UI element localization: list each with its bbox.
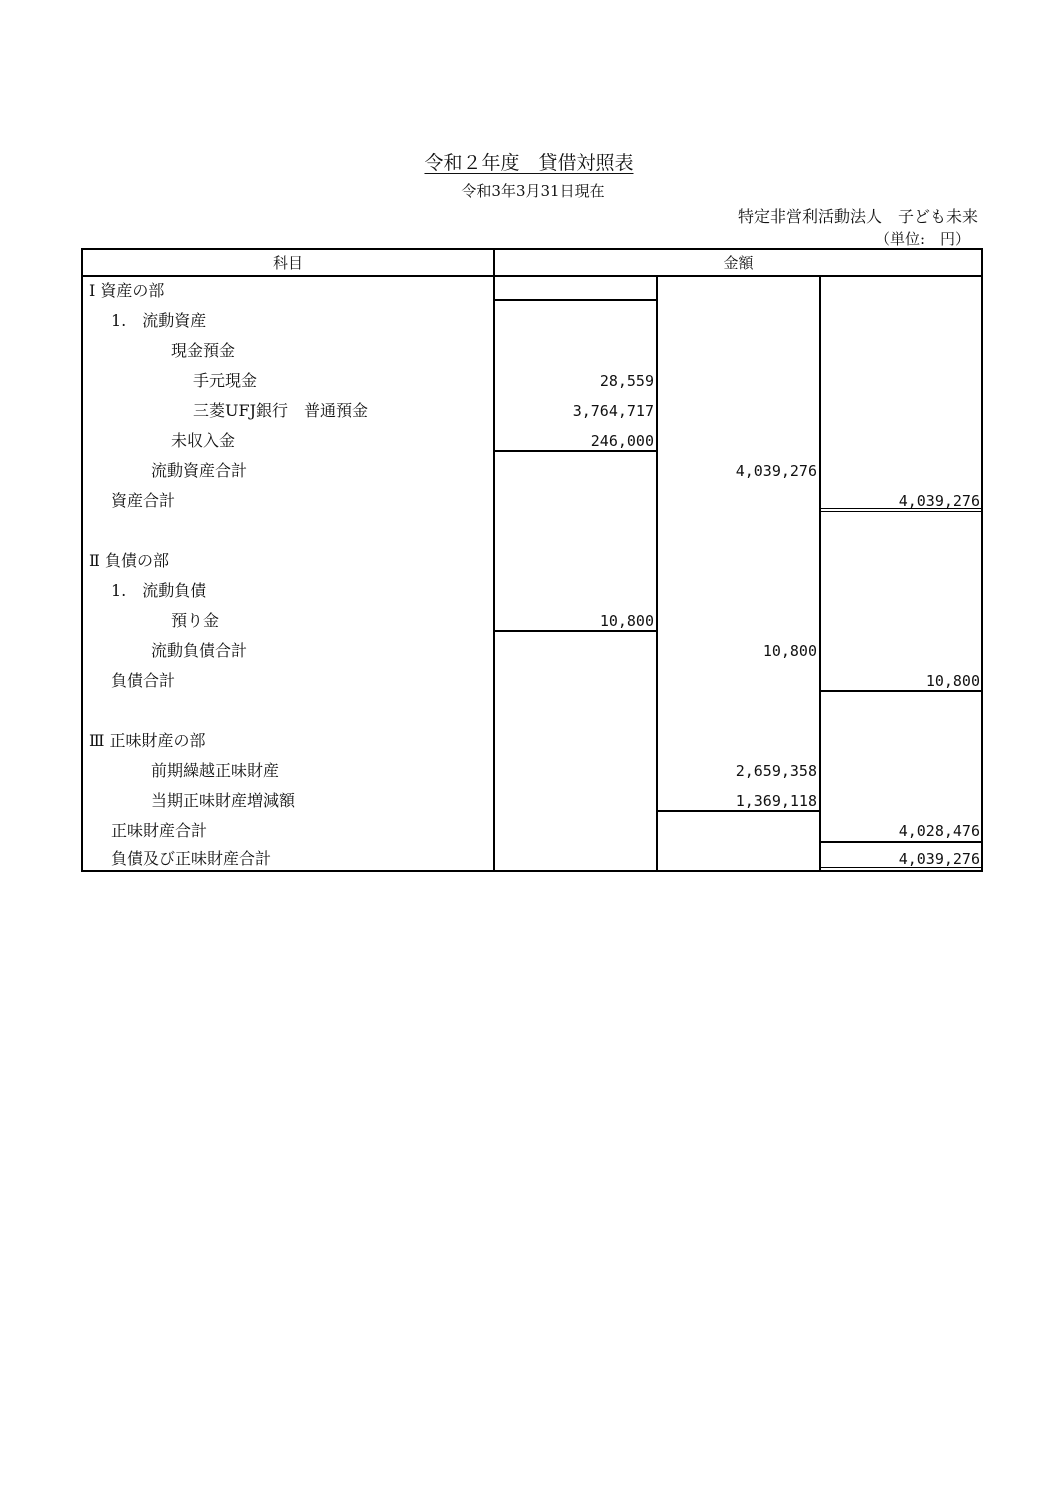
- balance-sheet-table: [81, 248, 983, 872]
- amount-cell: 10,800: [762, 642, 817, 660]
- row-label: 正味財産合計: [111, 821, 208, 840]
- page-title: [0, 148, 1058, 175]
- amount-cell: 4,039,276: [735, 462, 817, 480]
- amount-cell: 10,800: [925, 672, 980, 690]
- amount-cell: 246,000: [590, 432, 654, 450]
- row-label: Ⅰ 資産の部: [89, 281, 165, 300]
- row-label: 1. 流動負債: [111, 581, 207, 600]
- row-label: Ⅱ 負債の部: [89, 551, 169, 570]
- amount-cell: 4,039,276: [898, 492, 980, 510]
- row-label: Ⅲ 正味財産の部: [89, 731, 206, 750]
- row-label: 三菱UFJ銀行 普通預金: [193, 401, 369, 420]
- row-label: 流動資産合計: [151, 461, 248, 480]
- row-label: 未収入金: [171, 431, 236, 450]
- row-label: 当期正味財産増減額: [151, 791, 296, 810]
- rule-col1-top: [493, 299, 657, 301]
- row-label: 現金預金: [171, 341, 236, 360]
- amount-cell: 4,039,276: [898, 850, 980, 868]
- column-header-subject: 科目: [272, 254, 303, 272]
- amount-cell: 10,800: [599, 612, 654, 630]
- divider-col2-col3: [819, 276, 821, 872]
- amount-cell: 3,764,717: [572, 402, 654, 420]
- row-label: 手元現金: [193, 371, 258, 390]
- unit-label: （単位: 円）: [874, 230, 970, 248]
- row-label: 流動負債合計: [151, 641, 248, 660]
- divider-subject-amount: [493, 250, 495, 872]
- organization-name: 特定非営利活動法人 子ども未来: [737, 207, 978, 226]
- amount-cell: 28,559: [599, 372, 654, 390]
- row-label: 資産合計: [111, 491, 176, 510]
- row-label: 預り金: [171, 611, 220, 630]
- row-label: 負債合計: [111, 671, 176, 690]
- column-header-amount: 金額: [723, 254, 754, 272]
- title-text: 令和２年度 貸借対照表: [424, 152, 634, 174]
- header-divider: [83, 275, 983, 277]
- amount-cell: 1,369,118: [735, 792, 817, 810]
- report-date: 令和3年3月31日現在: [461, 182, 605, 200]
- row-label: 負債及び正味財産合計: [111, 849, 272, 868]
- row-label: 1. 流動資産: [111, 311, 207, 330]
- amount-cell: 2,659,358: [735, 762, 817, 780]
- row-label: 前期繰越正味財産: [151, 761, 280, 780]
- amount-cell: 4,028,476: [898, 822, 980, 840]
